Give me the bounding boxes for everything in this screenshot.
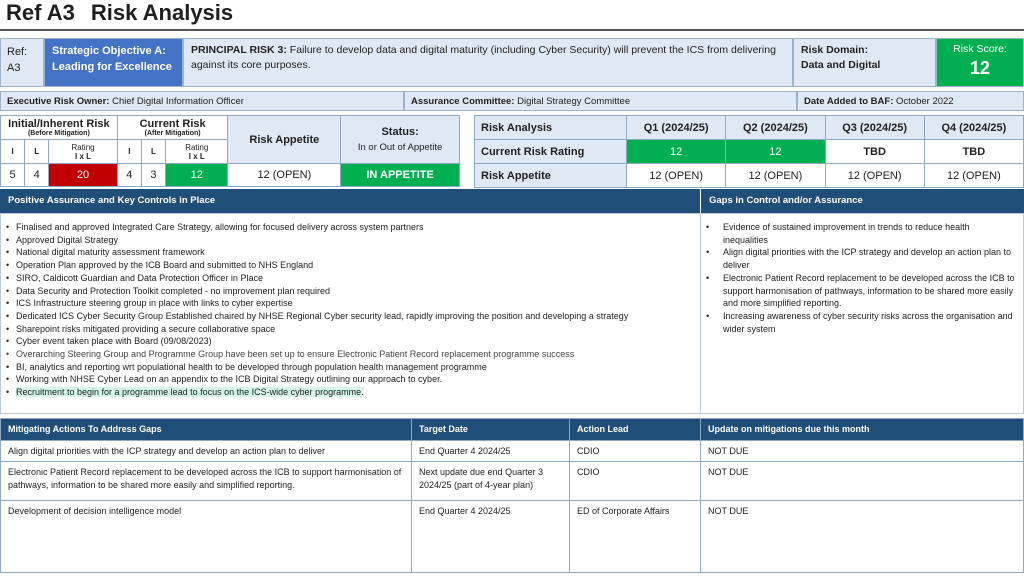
- status-header: [341, 116, 460, 164]
- assurance-item: • ICS Infrastructure steering group in place with links to cyber expertise: [1, 297, 700, 310]
- risk-score-label: Risk Score:: [953, 43, 1007, 55]
- assurance-item: • Dedicated ICS Cyber Security Group Established chaired by NHSE Regional Cyber security lead, rapidly improving the position and developing a strategy: [1, 310, 700, 323]
- risk-owner-value: Chief Digital Information Officer: [112, 96, 244, 107]
- q3-appetite: 12 (OPEN): [825, 164, 924, 188]
- q4-header: Q4 (2024/25): [924, 116, 1023, 140]
- assurance-item-highlight: Recruitment to begin for a programme lead to focus on the ICS-wide cyber programme.: [16, 387, 364, 398]
- q2-current: 12: [726, 140, 825, 164]
- title-divider: [0, 29, 1024, 31]
- current-header: [117, 116, 228, 140]
- inherent-l-header: L: [25, 140, 49, 164]
- assurance-item: • Sharepoint risks mitigated providing a secure collaborative space: [1, 323, 700, 336]
- assurance-panel: [0, 213, 701, 414]
- gaps-heading: Gaps in Control and/or Assurance: [701, 189, 1024, 213]
- status-title: Status:: [381, 126, 419, 138]
- risk-score: [936, 38, 1024, 87]
- assurance-heading: Positive Assurance and Key Controls in Place: [0, 189, 700, 213]
- ref-cell: [0, 38, 44, 87]
- principal-risk-text: Failure to develop data and digital maturity (including Cyber Security) will prevent the ICS from delivering against its core purposes.: [191, 44, 776, 71]
- inherent-rating-value: 20: [49, 164, 117, 187]
- current-l-value: 3: [141, 164, 165, 187]
- ref-value: A3: [7, 62, 21, 74]
- title-text: Risk Analysis: [90, 0, 234, 25]
- action-update: NOT DUE: [701, 440, 1024, 462]
- action-text: Development of decision intelligence model: [1, 501, 412, 573]
- risk-score-value: 12: [969, 58, 991, 78]
- appetite-header: [228, 116, 341, 164]
- assurance-list: [1, 221, 700, 399]
- ixl-label: I x L: [188, 151, 205, 161]
- page-title: [6, 0, 233, 26]
- inherent-l-value: 4: [25, 164, 49, 187]
- q2-appetite: 12 (OPEN): [726, 164, 825, 188]
- inherent-rating-header: [49, 140, 117, 164]
- assurance-item: • National digital maturity assessment framework: [1, 246, 700, 259]
- gap-item: • Align digital priorities with the ICP strategy and develop an action plan to deliver: [701, 246, 1015, 271]
- risk-domain-value: Data and Digital: [801, 59, 881, 71]
- actions-table: [0, 418, 1024, 573]
- actions-header-action: Mitigating Actions To Address Gaps: [1, 419, 412, 441]
- action-lead: ED of Corporate Affairs: [570, 501, 701, 573]
- assurance-item: • SIRO, Caldicott Guardian and Data Protection Officer in Place: [1, 272, 700, 285]
- assurance-committee: [404, 91, 797, 111]
- inherent-header: [1, 116, 118, 140]
- committee-label: Assurance Committee:: [411, 96, 515, 107]
- appetite-title: Risk Appetite: [249, 133, 320, 146]
- action-row: [1, 440, 1024, 462]
- assurance-item: [1, 386, 700, 399]
- risk-rating-table: [0, 115, 460, 187]
- risk-owner: [0, 91, 404, 111]
- assurance-item: • Operation Plan approved by the ICB Board and submitted to NHS England: [1, 259, 700, 272]
- principal-risk-label: PRINCIPAL RISK 3:: [191, 44, 287, 56]
- gaps-list: [701, 221, 1015, 335]
- inherent-sub: (Before Mitigation): [27, 130, 90, 137]
- q1-header: Q1 (2024/25): [627, 116, 726, 140]
- current-rating-value: 12: [166, 164, 228, 187]
- quarterly-table: [474, 115, 1024, 188]
- assurance-item: • Data Security and Protection Toolkit completed - no improvement plan required: [1, 285, 700, 298]
- gap-item: • Increasing awareness of cyber security risks across the organisation and wider system: [701, 310, 1015, 335]
- current-l-header: L: [141, 140, 165, 164]
- inherent-i-header: I: [1, 140, 25, 164]
- inherent-i-value: 5: [1, 164, 25, 187]
- q3-current: TBD: [825, 140, 924, 164]
- risk-domain: [793, 38, 936, 87]
- action-date: End Quarter 4 2024/25: [412, 440, 570, 462]
- action-row: [1, 462, 1024, 501]
- rating-label: Rating: [71, 142, 95, 152]
- assurance-item: • Overarching Steering Group and Programme Group have been set up to ensure Electronic Patient Record replacement programme success: [1, 348, 700, 361]
- status-value: IN APPETITE: [341, 164, 460, 187]
- action-text: Align digital priorities with the ICP strategy and develop an action plan to deliver: [1, 440, 412, 462]
- action-row: [1, 501, 1024, 573]
- action-lead: CDIO: [570, 440, 701, 462]
- q1-appetite: 12 (OPEN): [627, 164, 726, 188]
- title-ref: Ref A3: [6, 0, 75, 25]
- ixl-label: I x L: [75, 151, 92, 161]
- current-sub: (After Mitigation): [144, 130, 201, 137]
- risk-domain-label: Risk Domain:: [801, 44, 869, 56]
- current-i-value: 4: [117, 164, 141, 187]
- risk-owner-label: Executive Risk Owner:: [7, 96, 110, 107]
- action-update: NOT DUE: [701, 462, 1024, 501]
- status-sub: In or Out of Appetite: [357, 142, 443, 153]
- current-rating-label: Current Risk Rating: [475, 140, 627, 164]
- current-rating-header: [166, 140, 228, 164]
- actions-header-date: Target Date: [412, 419, 570, 441]
- date-label: Date Added to BAF:: [804, 96, 894, 107]
- rating-label: Rating: [185, 142, 209, 152]
- action-date: End Quarter 4 2024/25: [412, 501, 570, 573]
- date-value: October 2022: [896, 96, 954, 107]
- actions-header-update: Update on mitigations due this month: [701, 419, 1024, 441]
- action-text: Electronic Patient Record replacement to be developed across the ICB to support harmonisation of pathways, information to be shared more easily and simplified reporting.: [1, 462, 412, 501]
- q4-current: TBD: [924, 140, 1023, 164]
- quarter-appetite-label: Risk Appetite: [475, 164, 627, 188]
- gaps-panel: [700, 213, 1024, 414]
- q3-header: Q3 (2024/25): [825, 116, 924, 140]
- assurance-item: • Working with NHSE Cyber Lead on an appendix to the ICB Digital Strategy outlining our approach to cyber.: [1, 373, 700, 386]
- inherent-title: Initial/Inherent Risk: [8, 118, 110, 130]
- action-update: NOT DUE: [701, 501, 1024, 573]
- action-lead: CDIO: [570, 462, 701, 501]
- q2-header: Q2 (2024/25): [726, 116, 825, 140]
- ref-label: Ref:: [7, 46, 28, 58]
- assurance-item: • Finalised and approved Integrated Care Strategy, allowing for focused delivery across system partners: [1, 221, 700, 234]
- action-date: Next update due end Quarter 3 2024/25 (part of 4-year plan): [412, 462, 570, 501]
- current-i-header: I: [117, 140, 141, 164]
- date-added: [797, 91, 1024, 111]
- strategic-objective: Strategic Objective A: Leading for Excellence: [44, 38, 183, 87]
- q4-appetite: 12 (OPEN): [924, 164, 1023, 188]
- q1-current: 12: [627, 140, 726, 164]
- actions-header-lead: Action Lead: [570, 419, 701, 441]
- assurance-item: • BI, analytics and reporting wrt populational health to be developed through population health management programme: [1, 361, 700, 374]
- principal-risk: [183, 38, 793, 87]
- gap-item: • Evidence of sustained improvement in trends to reduce health inequalities: [701, 221, 1015, 246]
- appetite-value: 12 (OPEN): [228, 164, 341, 187]
- gap-item: • Electronic Patient Record replacement to be developed across the ICB to support harmonisation of pathways, information to be shared more easily and more simplified reporting.: [701, 272, 1015, 310]
- quarter-head: Risk Analysis: [475, 116, 627, 140]
- current-title: Current Risk: [139, 118, 206, 130]
- committee-value: Digital Strategy Committee: [517, 96, 631, 107]
- assurance-item: • Approved Digital Strategy: [1, 234, 700, 247]
- assurance-item: • Cyber event taken place with Board (09/08/2023): [1, 335, 700, 348]
